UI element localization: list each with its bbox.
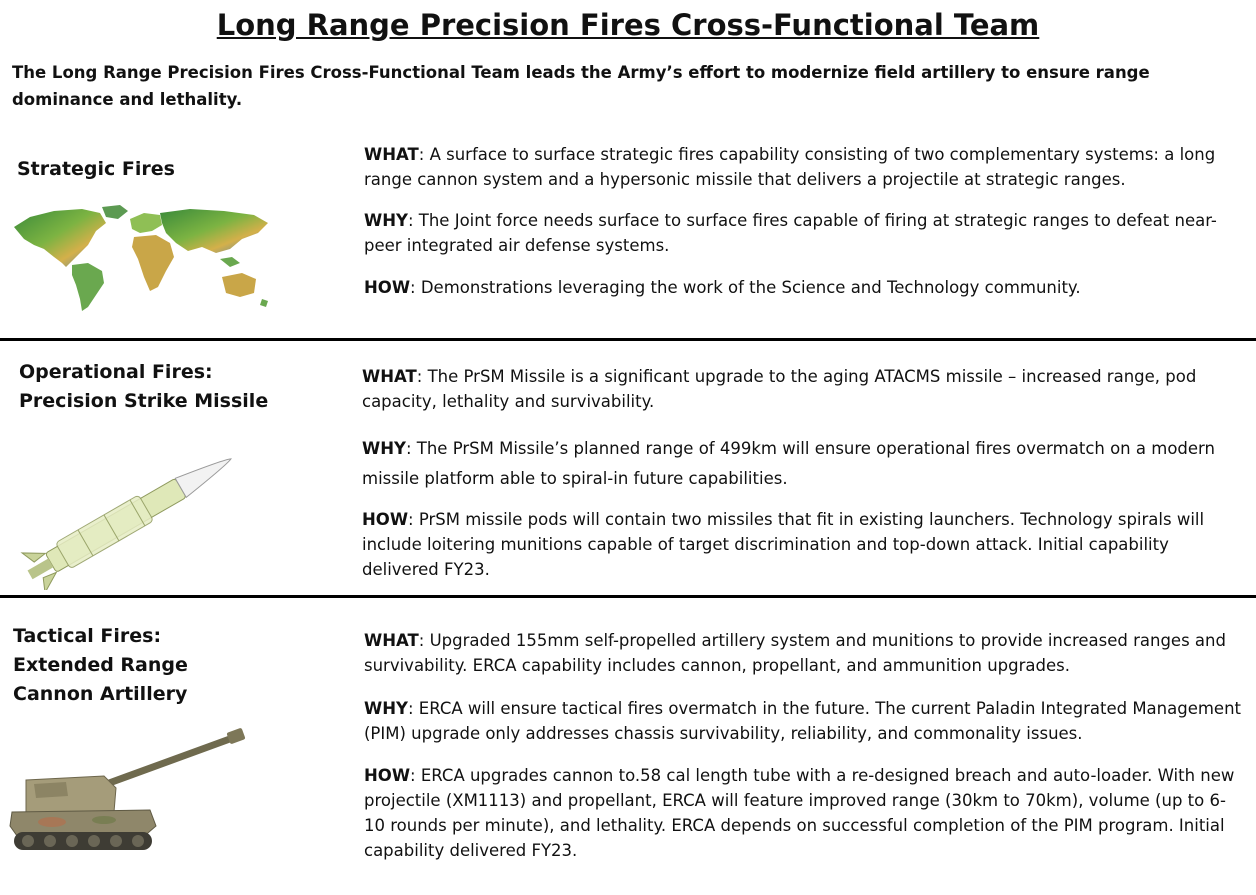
section-title-line: Operational Fires: [19,361,213,383]
how-label: HOW [364,766,411,785]
strategic-how [364,275,1244,300]
page-title: Long Range Precision Fires Cross-Functional Team [216,8,1040,42]
section-title-operational [19,358,268,416]
world-map-icon [10,205,272,313]
what-label: WHAT [362,367,417,386]
operational-what [362,364,1242,414]
what-text: : The PrSM Missile is a significant upgrade to the aging ATACMS missile – increased range, pod capacity, lethality and survivability. [362,367,1197,411]
strategic-why [364,208,1244,258]
section-title-line: Precision Strike Missile [19,390,269,412]
strategic-what [364,142,1244,192]
what-text: : Upgraded 155mm self-propelled artillery system and munitions to provide increased ranges and survivability. ERCA capability includes cannon, propellant, and ammunition upgrades. [364,631,1226,675]
why-text: : ERCA will ensure tactical fires overmatch in the future. The current Paladin Integrated Management (PIM) upgrade only addresses chassis survivability, reliability, and commonality issues. [364,699,1242,743]
tactical-why [364,696,1244,746]
why-label: WHY [364,699,408,718]
section-title-line: Tactical Fires: [13,625,162,647]
section-title-line: Cannon Artillery [13,683,188,705]
how-text: : ERCA upgrades cannon to.58 cal length tube with a re-designed breach and auto-loader. With new projectile (XM1113) and propellant, ERCA will feature improved range (30km to 70km), volume (up to 6-10 rounds per minute), and lethality. ERCA depends on successful completion of the PIM program. Initial capability delivered FY23. [364,766,1235,860]
section-title-line: Strategic Fires [17,158,175,180]
section-divider [0,595,1256,598]
missile-icon [8,442,252,590]
section-title-tactical [13,622,188,709]
section-title-strategic [17,155,175,184]
why-label: WHY [364,211,408,230]
what-text: : A surface to surface strategic fires capability consisting of two complementary systems: a long range cannon system and a hypersonic missile that delivers a projectile at strategic ranges. [364,145,1216,189]
self-propelled-howitzer-icon [6,726,250,860]
operational-why [362,434,1242,494]
section-divider [0,338,1256,341]
how-label: HOW [362,510,409,529]
tactical-how [364,763,1244,863]
why-label: WHY [362,439,406,458]
why-text: : The PrSM Missile’s planned range of 499km will ensure operational fires overmatch on a modern missile platform able to spiral-in future capabilities. [362,439,1215,488]
how-label: HOW [364,278,411,297]
what-label: WHAT [364,145,419,164]
why-text: : The Joint force needs surface to surface fires capable of firing at strategic ranges to defeat near-peer integrated air defense systems. [364,211,1217,255]
tactical-what [364,628,1244,678]
how-text: : PrSM missile pods will contain two missiles that fit in existing launchers. Technology spirals will include loitering munitions capable of target discrimination and top-down attack. Initial capability delivered FY23. [362,510,1205,579]
how-text: : Demonstrations leveraging the work of the Science and Technology community. [410,278,1081,297]
what-label: WHAT [364,631,419,650]
section-title-line: Extended Range [13,654,188,676]
operational-how [362,507,1242,582]
intro-text: The Long Range Precision Fires Cross-Functional Team leads the Army’s effort to modernize field artillery to ensure range dominance and lethality. [12,63,1150,109]
